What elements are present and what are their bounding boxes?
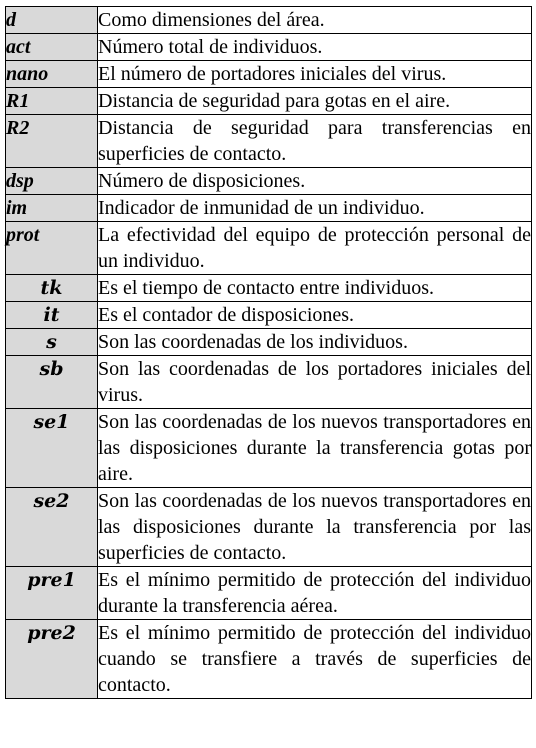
description-cell: La efectividad del equipo de protección personal de un individuo.	[98, 222, 532, 275]
symbol-cell: R1	[6, 88, 98, 115]
symbol-cell: dsp	[6, 168, 98, 195]
symbol-cell: tk	[6, 275, 98, 302]
table-row	[6, 88, 532, 115]
description-cell: Es el tiempo de contacto entre individuos.	[98, 275, 532, 302]
table-row	[6, 275, 532, 302]
table-row	[6, 195, 532, 222]
description-cell: Es el mínimo permitido de protección del individuo cuando se transfiere a través de superficies de contacto.	[98, 620, 532, 699]
table-row	[6, 61, 532, 88]
table-row	[6, 356, 532, 409]
description-cell: Distancia de seguridad para transferencias en superficies de contacto.	[98, 115, 532, 168]
table-row	[6, 329, 532, 356]
description-cell: Número de disposiciones.	[98, 168, 532, 195]
table-row	[6, 34, 532, 61]
table-row	[6, 168, 532, 195]
symbol-cell: it	[6, 302, 98, 329]
description-cell: Es el contador de disposiciones.	[98, 302, 532, 329]
description-cell: Son las coordenadas de los nuevos transportadores en las disposiciones durante la transferencia gotas por aire.	[98, 409, 532, 488]
description-cell: Son las coordenadas de los nuevos transportadores en las disposiciones durante la transferencia por las superficies de contacto.	[98, 488, 532, 567]
description-cell: Como dimensiones del área.	[98, 7, 532, 34]
symbol-cell: prot	[6, 222, 98, 275]
table-row	[6, 620, 532, 699]
description-cell: Distancia de seguridad para gotas en el aire.	[98, 88, 532, 115]
table-row	[6, 409, 532, 488]
variables-table	[5, 6, 532, 699]
symbol-cell: se2	[6, 488, 98, 567]
description-cell: Son las coordenadas de los portadores iniciales del virus.	[98, 356, 532, 409]
table-row	[6, 488, 532, 567]
variables-table-container	[5, 6, 531, 699]
table-row	[6, 567, 532, 620]
symbol-cell: R2	[6, 115, 98, 168]
symbol-cell: sb	[6, 356, 98, 409]
symbol-cell: pre2	[6, 620, 98, 699]
symbol-cell: act	[6, 34, 98, 61]
description-cell: Número total de individuos.	[98, 34, 532, 61]
table-row	[6, 115, 532, 168]
symbol-cell: pre1	[6, 567, 98, 620]
table-row	[6, 302, 532, 329]
description-cell: Son las coordenadas de los individuos.	[98, 329, 532, 356]
symbol-cell: im	[6, 195, 98, 222]
description-cell: Es el mínimo permitido de protección del individuo durante la transferencia aérea.	[98, 567, 532, 620]
description-cell: El número de portadores iniciales del virus.	[98, 61, 532, 88]
symbol-cell: d	[6, 7, 98, 34]
table-row	[6, 222, 532, 275]
table-row	[6, 7, 532, 34]
symbol-cell: nano	[6, 61, 98, 88]
symbol-cell: s	[6, 329, 98, 356]
description-cell: Indicador de inmunidad de un individuo.	[98, 195, 532, 222]
symbol-cell: se1	[6, 409, 98, 488]
